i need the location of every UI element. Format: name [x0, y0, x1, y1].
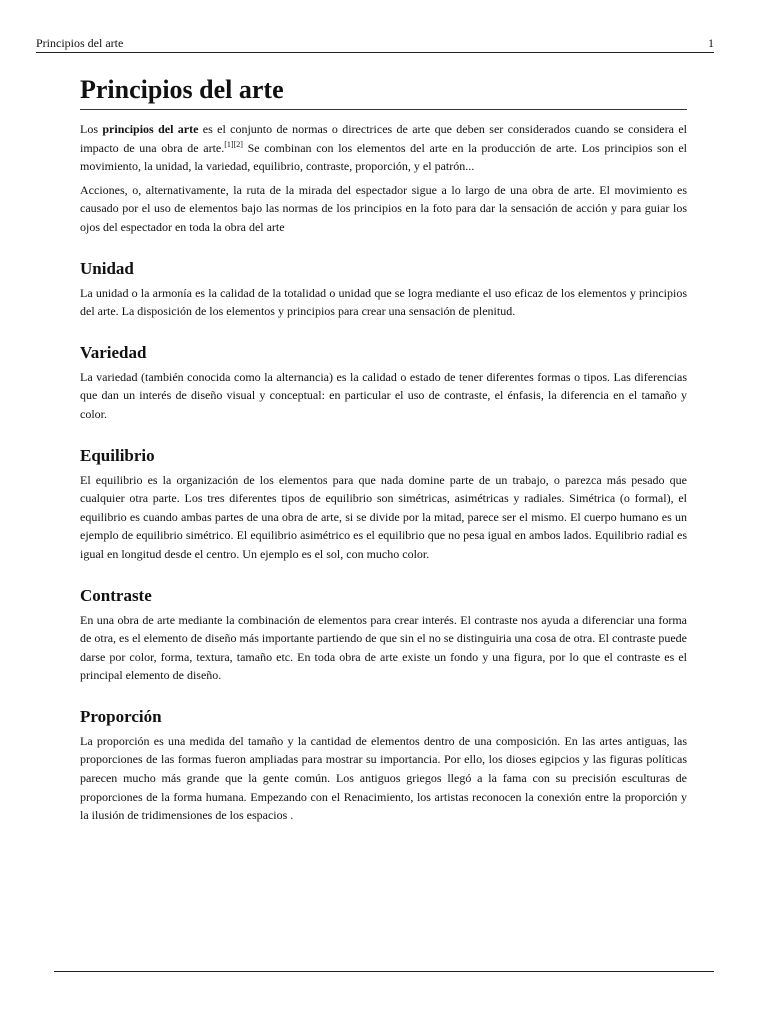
- section-unidad: [80, 258, 687, 321]
- intro-text: es el conjunto de normas o directrices de arte que deben ser considerados cuando se considera el impacto de una obra de arte.: [80, 122, 687, 155]
- running-header-title: Principios del arte: [36, 36, 124, 50]
- section-text: La variedad (también conocida como la alternancia) es la calidad o estado de tener diferentes formas o tipos. Las diferencias que dan un interés de diseño visual y conceptual: en particular el uso de contraste, el énfasis, la diferencia en el tamaño y color.: [80, 369, 687, 421]
- intro-bold-term: principios del arte: [102, 122, 199, 136]
- intro-paragraph-2: Acciones, o, alternativamente, la ruta de la mirada del espectador sigue a lo largo de una obra de arte. El movimiento es causado por el uso de elementos bajo las normas de los principios en la foto para dar la sensación de acción y para guiar los ojos del espectador en toda la obra del arte: [80, 182, 687, 234]
- section-text: La proporción es una medida del tamaño y la cantidad de elementos dentro de una composición. En las artes antiguas, las proporciones de las formas fueron ampliadas para mostrar su importancia. Por ello, los dioses egipcios y las figuras políticas parecen mucho más grande que la gente común. Los antiguos griegos llegó a la fama con su precisión esculturas de proporciones de la forma humana. Empezando con el Renacimiento, los artistas reconocen la conexión entre la proporción y la ilusión de tridimensiones de los espacios .: [80, 733, 687, 823]
- section-heading: Proporción: [80, 706, 162, 726]
- section-text: La unidad o la armonía es la calidad de la totalidad o unidad que se logra mediante el uso eficaz de los elementos y principios del arte. La disposición de los elementos y principios para crear una sensación de plenitud.: [80, 285, 687, 319]
- section-variedad: [80, 342, 687, 424]
- section-heading: Variedad: [80, 342, 147, 362]
- running-header: [36, 36, 714, 53]
- reference-links[interactable]: [1][2]: [224, 139, 243, 149]
- article: [80, 74, 687, 825]
- footer-rule: [54, 971, 714, 972]
- intro-paragraph-1: [80, 120, 687, 176]
- page-number: 1: [708, 36, 714, 50]
- article-title: Principios del arte: [80, 74, 687, 110]
- section-text: El equilibrio es la organización de los elementos para que nada domine parte de un trabajo, o parezca más pesado que cualquier otra parte. Los tres diferentes tipos de equilibrio son simétricas, asimétricas y radiales. Simétrica (o formal), el equilibrio es cuando ambas partes de una obra de arte, si se divide por la mitad, parece ser el mismo. El cuerpo humano es un ejemplo de equilibrio simétrico. El equilibrio asimétrico es el equilibrio que no pesa igual en ambos lados. Equilibrio radial es igual en longitud desde el centro. Un ejemplo es el sol, con mucho color.: [80, 472, 687, 561]
- section-proporcion: [80, 706, 687, 825]
- section-heading: Equilibrio: [80, 445, 155, 465]
- section-heading: Unidad: [80, 258, 134, 278]
- section-contraste: [80, 585, 687, 685]
- section-equilibrio: [80, 445, 687, 564]
- section-heading: Contraste: [80, 585, 152, 605]
- intro-tail: Se combinan con los elementos del arte en la producción de arte. Los principios son el movimiento, la unidad, la variedad, equilibrio, contraste, proporción, y el patrón...: [80, 140, 688, 174]
- intro-lead: Los: [80, 122, 103, 136]
- section-text: En una obra de arte mediante la combinación de elementos para crear interés. El contraste nos ayuda a diferenciar una forma de otra, es el elemento de diseño más importante partiendo de que sin el no se distinguiria una cosa de otra. El contraste puede darse por color, forma, textura, tamaño etc. En toda obra de arte existe un fondo y una figura, por lo que el contraste es el principal elemento de diseño.: [80, 612, 687, 683]
